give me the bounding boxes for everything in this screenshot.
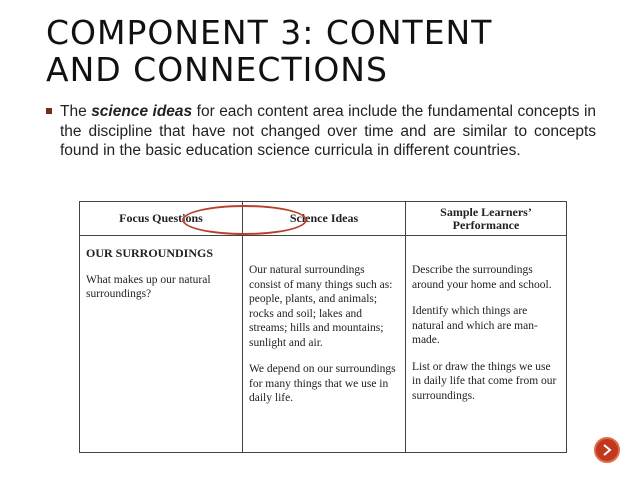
focus-question: What makes up our natural surroundings? <box>86 273 211 300</box>
bullet-square-icon <box>46 108 52 114</box>
header-science-ideas: Science Ideas <box>289 211 359 225</box>
slide-title <box>46 14 606 88</box>
topic-heading: OUR SURROUNDINGS <box>86 246 214 260</box>
learners-performance-column <box>406 202 566 452</box>
header-focus-questions: Focus Questions <box>119 211 203 225</box>
focus-questions-cell <box>86 246 236 314</box>
learners-performance-cell <box>412 263 560 415</box>
title-line-1: COMPONENT 3: CONTENT <box>46 13 493 52</box>
focus-questions-column <box>80 202 243 452</box>
science-idea-1: Our natural surroundings consist of many things such as: people, plants, and animals; rocks and soil; lakes and streams; hills and mountains; sunlight and air. <box>249 264 393 349</box>
bullet-body: for each content area include the fundamental concepts in the discipline that have not changed over time and are similar to concepts found in the basic education science curricula in different countries. <box>60 103 597 159</box>
header-learners-performance: Sample Learners’ Performance <box>440 204 532 232</box>
performance-3: List or draw the things we use in daily life that come from our surroundings. <box>412 360 557 402</box>
curriculum-table <box>79 201 567 453</box>
next-slide-button[interactable] <box>594 437 620 463</box>
performance-2: Identify which things are natural and which are man-made. <box>412 305 538 346</box>
bullet-emphasis: science ideas <box>91 103 193 120</box>
science-ideas-column <box>243 202 406 452</box>
science-idea-2: We depend on our surroundings for many things that we use in daily life. <box>249 363 396 404</box>
highlight-oval <box>182 205 307 235</box>
bullet-prefix: The <box>60 103 92 120</box>
performance-1: Describe the surroundings around your home and school. <box>412 264 552 291</box>
title-line-2: AND CONNECTIONS <box>46 50 388 89</box>
bullet-point <box>46 102 596 161</box>
science-ideas-cell <box>249 263 399 418</box>
bullet-text <box>60 102 596 161</box>
forward-arrow-icon <box>600 443 614 457</box>
